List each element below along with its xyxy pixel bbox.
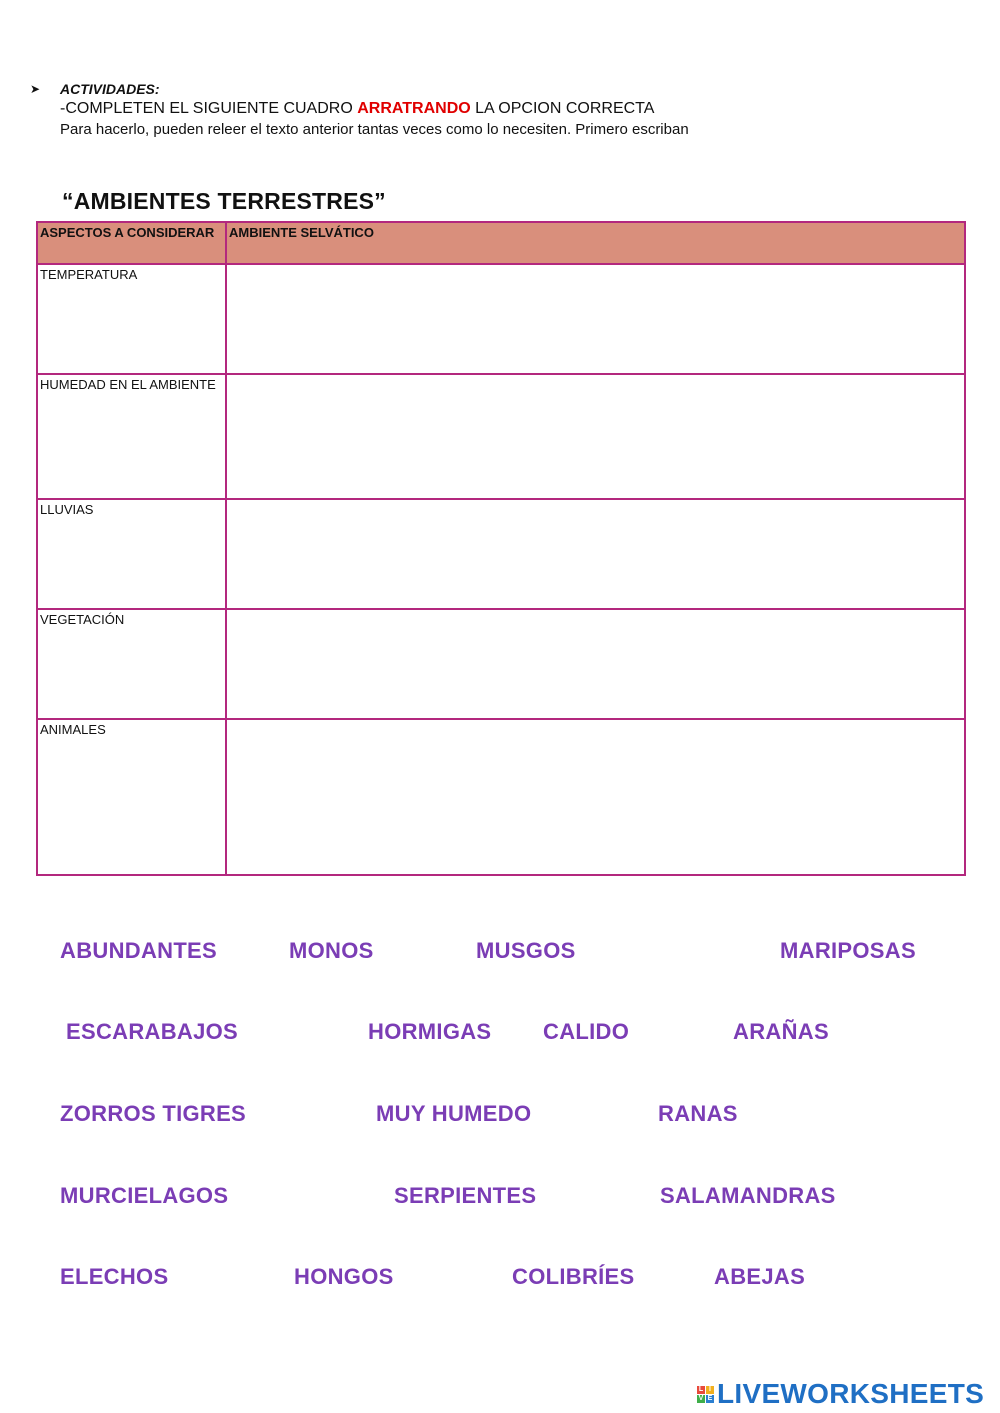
draggable-word[interactable]: CALIDO [543,1019,630,1044]
instruction-highlight: ARRATRANDO [357,100,471,117]
table-row [37,499,965,609]
answer-drop-zone-vegetacion[interactable] [226,609,965,719]
row-label-humedad: HUMEDAD EN EL AMBIENTE [37,374,226,499]
environment-table [36,221,966,876]
answer-drop-zone-animales[interactable] [226,719,965,875]
liveworksheets-logo [697,1378,984,1410]
draggable-word[interactable]: MURCIELAGOS [60,1183,229,1208]
table-row [37,374,965,499]
row-label-vegetacion: VEGETACIÓN [37,609,226,719]
table-row [37,719,965,875]
answer-drop-zone-lluvias[interactable] [226,499,965,609]
activities-heading: ACTIVIDADES: [60,81,160,97]
answer-drop-zone-temperatura[interactable] [226,264,965,374]
draggable-word[interactable]: ZORROS TIGRES [60,1101,247,1126]
table-title: “AMBIENTES TERRESTRES” [62,188,386,214]
draggable-word[interactable]: ESCARABAJOS [66,1019,238,1044]
answer-drop-zone-humedad[interactable] [226,374,965,499]
instruction-pre: -COMPLETEN EL SIGUIENTE CUADRO [60,100,358,117]
draggable-word[interactable]: ARAÑAS [733,1019,829,1044]
row-label-animales: ANIMALES [37,719,226,875]
header-jungle-environment: AMBIENTE SELVÁTICO [226,222,965,264]
draggable-word[interactable]: ABEJAS [714,1264,806,1289]
activities-heading-row [30,80,970,98]
draggable-word[interactable]: ABUNDANTES [60,938,217,963]
instruction-line [60,98,970,119]
header-aspects: ASPECTOS A CONSIDERAR [37,222,226,264]
draggable-word[interactable]: COLIBRÍES [512,1264,635,1289]
draggable-word[interactable]: MUY HUMEDO [376,1101,532,1126]
draggable-word[interactable]: MUSGOS [476,938,576,963]
draggable-word[interactable]: ELECHOS [60,1264,169,1289]
instruction-post: LA OPCION CORRECTA [470,100,655,117]
activities-section [30,80,970,141]
arrow-bullet-icon: ➤ [30,82,41,96]
instruction-line-2: Para hacerlo, pueden releer el texto anterior tantas veces como lo necesiten. Primero escriban [60,121,689,138]
row-label-lluvias: LLUVIAS [37,499,226,609]
draggable-word[interactable]: MARIPOSAS [780,938,916,963]
table-row [37,264,965,374]
draggable-word[interactable]: HORMIGAS [368,1019,492,1044]
liveworksheets-mark-icon: L I V E [698,1385,713,1402]
draggable-word[interactable]: RANAS [658,1101,738,1126]
draggable-word[interactable]: MONOS [289,938,374,963]
draggable-word[interactable]: HONGOS [294,1264,394,1289]
draggable-word[interactable]: SALAMANDRAS [660,1183,836,1208]
table-row [37,609,965,719]
logo-text: LIVEWORKSHEETS [717,1378,985,1409]
draggable-word[interactable]: SERPIENTES [394,1183,537,1208]
row-label-temperatura: TEMPERATURA [37,264,226,374]
table-header-row [37,222,965,264]
